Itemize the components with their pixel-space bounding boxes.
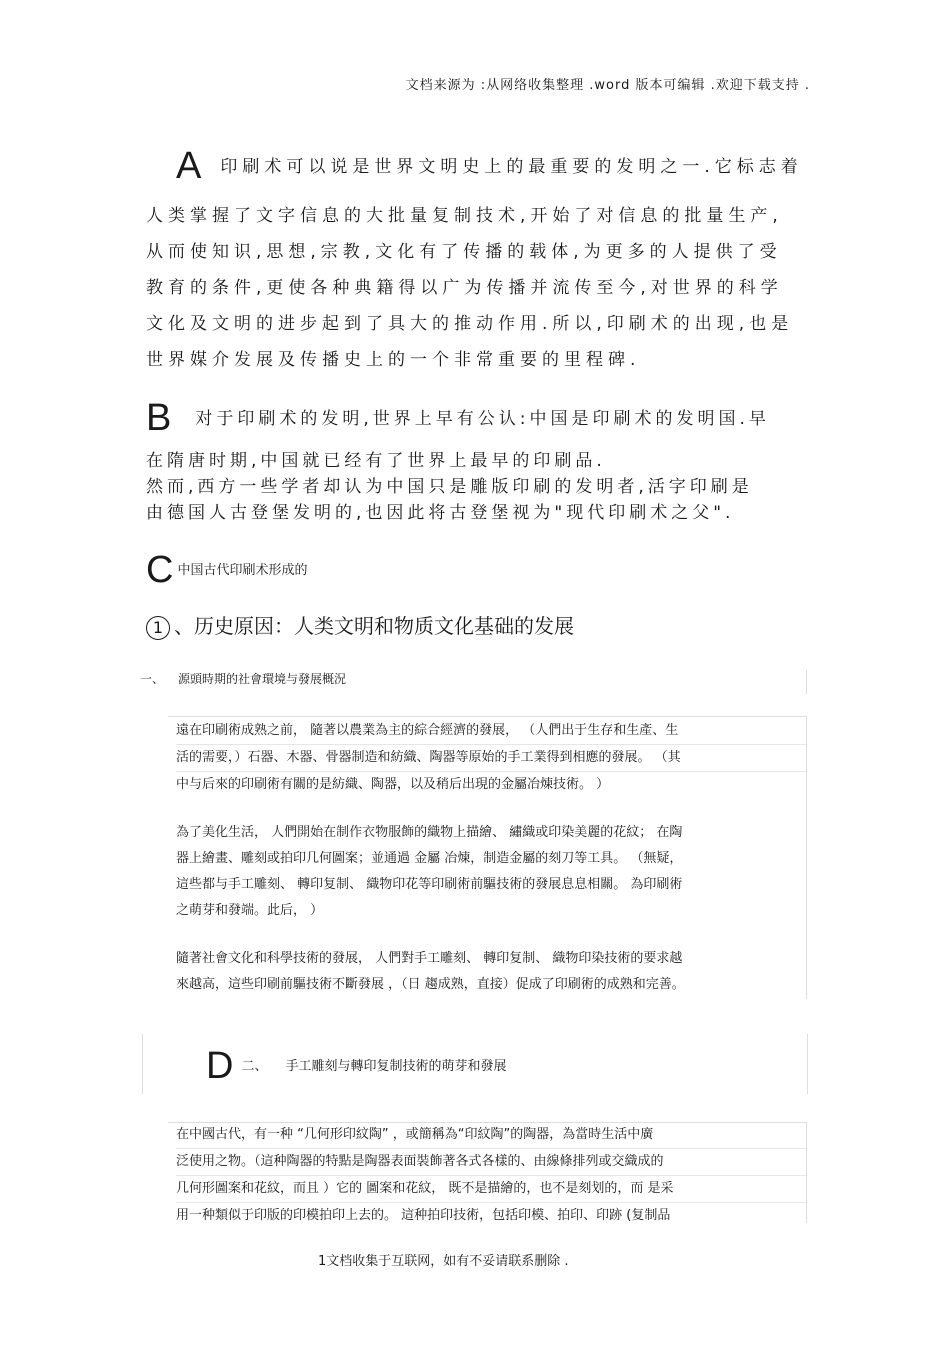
text-line: 在中國古代，有一种 “几何形印紋陶” ，或簡稱為“印紋陶”的陶器，為當時生活中廣 [176,1122,806,1149]
section-d-heading [206,1046,506,1086]
section-a-line: 教育的条件,更使各种典籍得以广为传播并流传至今,对世界的科学 [146,278,783,298]
text-line: 几何形圖案和花紋，而且 ）它的 圖案和花紋， 既不是描繪的，也不是刻划的，而 是采 [176,1176,806,1203]
text-line: 來越高，這些印刷前驅技術不斷發展 ，（日 趨成熟，直接）促成了印刷術的成熟和完善。 [176,977,685,992]
text-line: 隨著社會文化和科學技術的發展， 人們對手工雕刻、 轉印复制、 織物印染技術的要求越 [176,951,683,966]
section-d-letter: D [206,1045,234,1087]
section-1-number: 一、 [140,672,165,686]
section-b-line: 然而,西方一些学者却认为中国只是雕版印刷的发明者,活字印刷是 [146,477,753,497]
section-b-first-line [146,398,806,438]
section-a-line: 人类掌握了文字信息的大批量复制技术,开始了对信息的批量生产, [146,206,783,226]
section-a-line: 世界媒介发展及传播史上的一个非常重要的里程碑. [146,350,641,370]
section-a-line: 文化及文明的进步起到了具大的推动作用.所以,印刷术的出现,也是 [146,314,794,334]
section-c-heading [146,550,307,590]
text-line: 用一种類似于印版的印模拍印上去的。 這种拍印技術，包括印模、拍印、印跡 (复制品 [176,1208,671,1223]
page-header: 文档来源为 :从网络收集整理 .word 版本可编辑 .欢迎下载支持 . [405,78,810,93]
subheading-1 [146,610,574,640]
text-line: 活的需要，）石器、木器、骨器制造和紡織、陶器等原始的手工業得到相應的發展。 （其 [176,745,806,772]
section-d-title: 手工雕刻与轉印复制技術的萌芽和發展 [285,1059,507,1074]
section-1-heading [140,670,807,694]
section-1-title: 源頭時期的社會環境与發展概況 [178,672,347,686]
section-c-title: 中国古代印刷术形成的 [177,563,308,578]
section-a-first-text: 印刷术可以说是世界文明史上的最重要的发明之一.它标志着 [220,157,803,177]
text-line: 器上繪畫、雕刻或拍印几何圖案；並通過 金屬 冶煉，制造金屬的刻刀等工具。 （無疑， [176,851,683,866]
subheading-text: 、历史原因：人类文明和物质文化基础的发展 [174,614,574,638]
text-line: 遠在印刷術成熟之前， 隨著以農業為主的綜合經濟的發展， （人們出于生存和生產、生 [176,718,806,745]
text-line: 為了美化生活， 人們開始在制作衣物服飾的織物上描繪、 繡織或印染美麗的花紋； 在陶 [176,825,683,840]
section-1-para-1 [176,718,806,798]
section-2-body [176,1122,806,1229]
section-1-para-3 [176,946,806,998]
circled-number: 1 [146,616,170,640]
text-line: 中与后來的印刷術有關的是紡織、陶器，以及稍后出現的金屬冶煉技術。 ） [176,777,610,792]
section-a-body [146,198,806,378]
section-b-line: 在隋唐时期,中国就已经有了世界上最早的印刷品. [146,451,606,471]
section-a-line: 从而使知识,思想,宗教,文化有了传播的载体,为更多的人提供了受 [146,242,782,262]
section-b-letter: B [146,397,176,439]
section-b-first-text: 对于印刷术的发明,世界上早有公认:中国是印刷术的发明国.早 [195,409,770,429]
text-line: 泛使用之物。（這种陶器的特點是陶器表面裝飾著各式各樣的、由線條排列或交織成的 [176,1149,806,1176]
text-line: 這些都与手工雕刻、 轉印复制、 織物印花等印刷術前驅技術的發展息息相關。 為印刷術 [176,877,683,892]
text-line: 之萌芽和發端。此后， ） [176,903,324,918]
section-b-body [146,448,806,526]
section-a-letter: A [176,145,207,187]
section-d-number: 二、 [241,1059,268,1074]
section-a-first-line [146,146,806,186]
page-footer: 1文档收集于互联网，如有不妥请联系删除 . [318,1254,569,1269]
section-b-line: 由德国人古登堡发明的,也因此将古登堡视为"现代印刷术之父". [146,503,735,523]
section-1-para-2 [176,820,806,924]
section-c-letter: C [146,549,174,591]
